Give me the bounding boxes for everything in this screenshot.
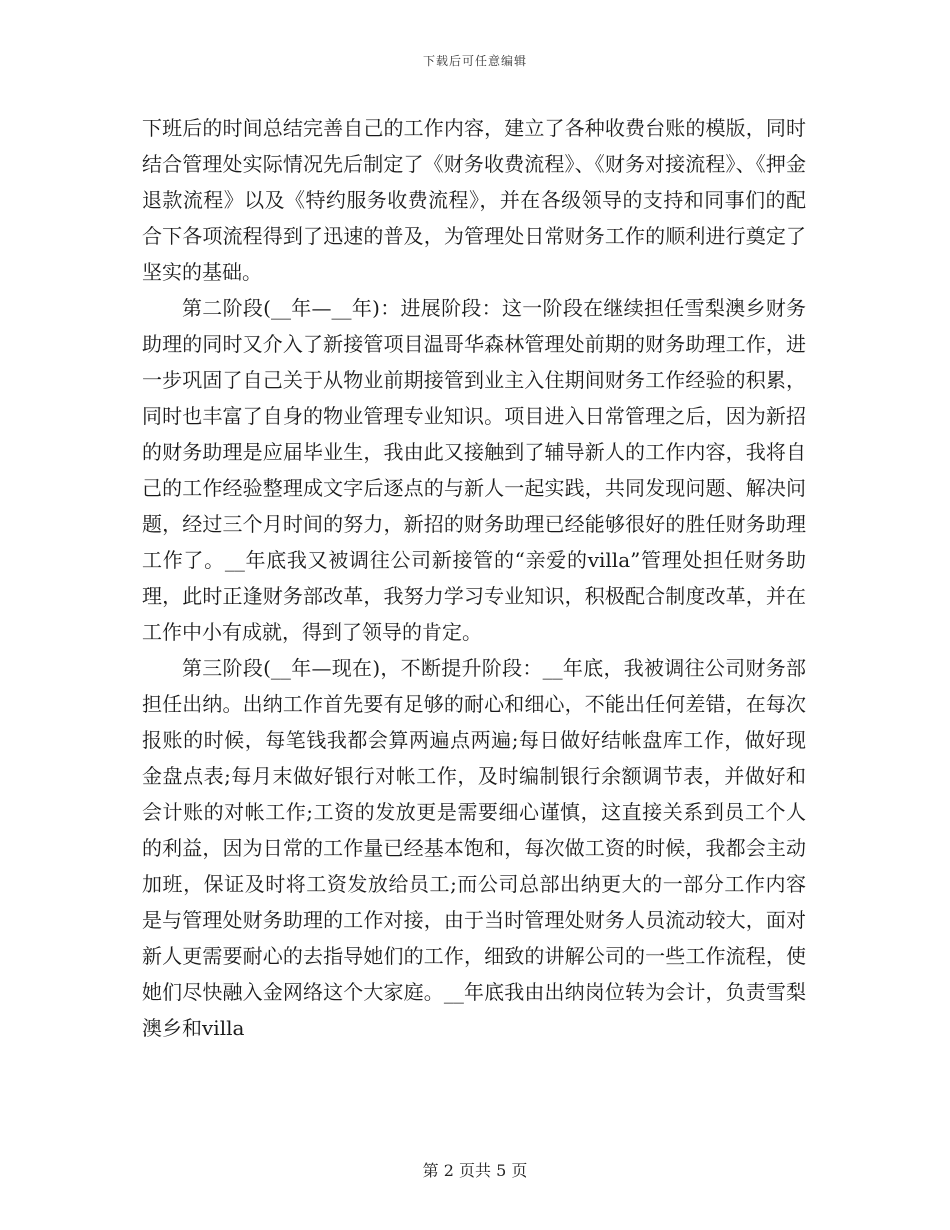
- page-header: 下载后可任意编辑: [422, 54, 527, 68]
- page-number-footer: 第 2 页共 5 页: [422, 1161, 528, 1180]
- paragraph-continuation: 下班后的时间总结完善自己的工作内容，建立了各种收费台账的模版，同时结合管理处实际情况先后制定了《财务收费流程》、《财务对接流程》、《押金退款流程》以及《特约服务收费流程》，并在各级领导的支持和同事们的配合下各项流程得到了迅速的普及，为管理处日常财务工作的顺利进行奠定了坚实的基础。: [142, 116, 806, 284]
- paragraph-stage-two: 第二阶段(__年—__年)：进展阶段：这一阶段在继续担任雪梨澳乡财务助理的同时又介入了新接管项目温哥华森林管理处前期的财务助理工作，进一步巩固了自己关于从物业前期接管到业主入住期间财务工作经验的积累，同时也丰富了自身的物业管理专业知识。项目进入日常管理之后，因为新招的财务助理是应届毕业生，我由此又接触到了辅导新人的工作内容，我将自己的工作经验整理成文字后逐点的与新人一起实践，共同发现问题、解决问题，经过三个月时间的努力，新招的财务助理已经能够很好的胜任财务助理工作了。__年底我又被调往公司新接管的“亲爱的villa”管理处担任财务助理，此时正逢财务部改革，我努力学习专业知识，积极配合制度改革，并在工作中小有成就，得到了领导的肯定。: [142, 296, 806, 644]
- document-body: [142, 110, 806, 1046]
- paragraph-stage-three: 第三阶段(__年—现在)，不断提升阶段：__年底，我被调往公司财务部担任出纳。出纳工作首先要有足够的耐心和细心，不能出任何差错，在每次报账的时候，每笔钱我都会算两遍点两遍;每日做好结帐盘库工作，做好现金盘点表;每月末做好银行对帐工作，及时编制银行余额调节表，并做好和会计账的对帐工作;工资的发放更是需要细心谨慎，这直接关系到员工个人的利益，因为日常的工作量已经基本饱和，每次做工资的时候，我都会主动加班，保证及时将工资发放给员工;而公司总部出纳更大的一部分工作内容是与管理处财务助理的工作对接，由于当时管理处财务人员流动较大，面对新人更需要耐心的去指导她们的工作，细致的讲解公司的一些工作流程，使她们尽快融入金网络这个大家庭。__年底我由出纳岗位转为会计，负责雪梨澳乡和villa: [142, 656, 806, 1040]
